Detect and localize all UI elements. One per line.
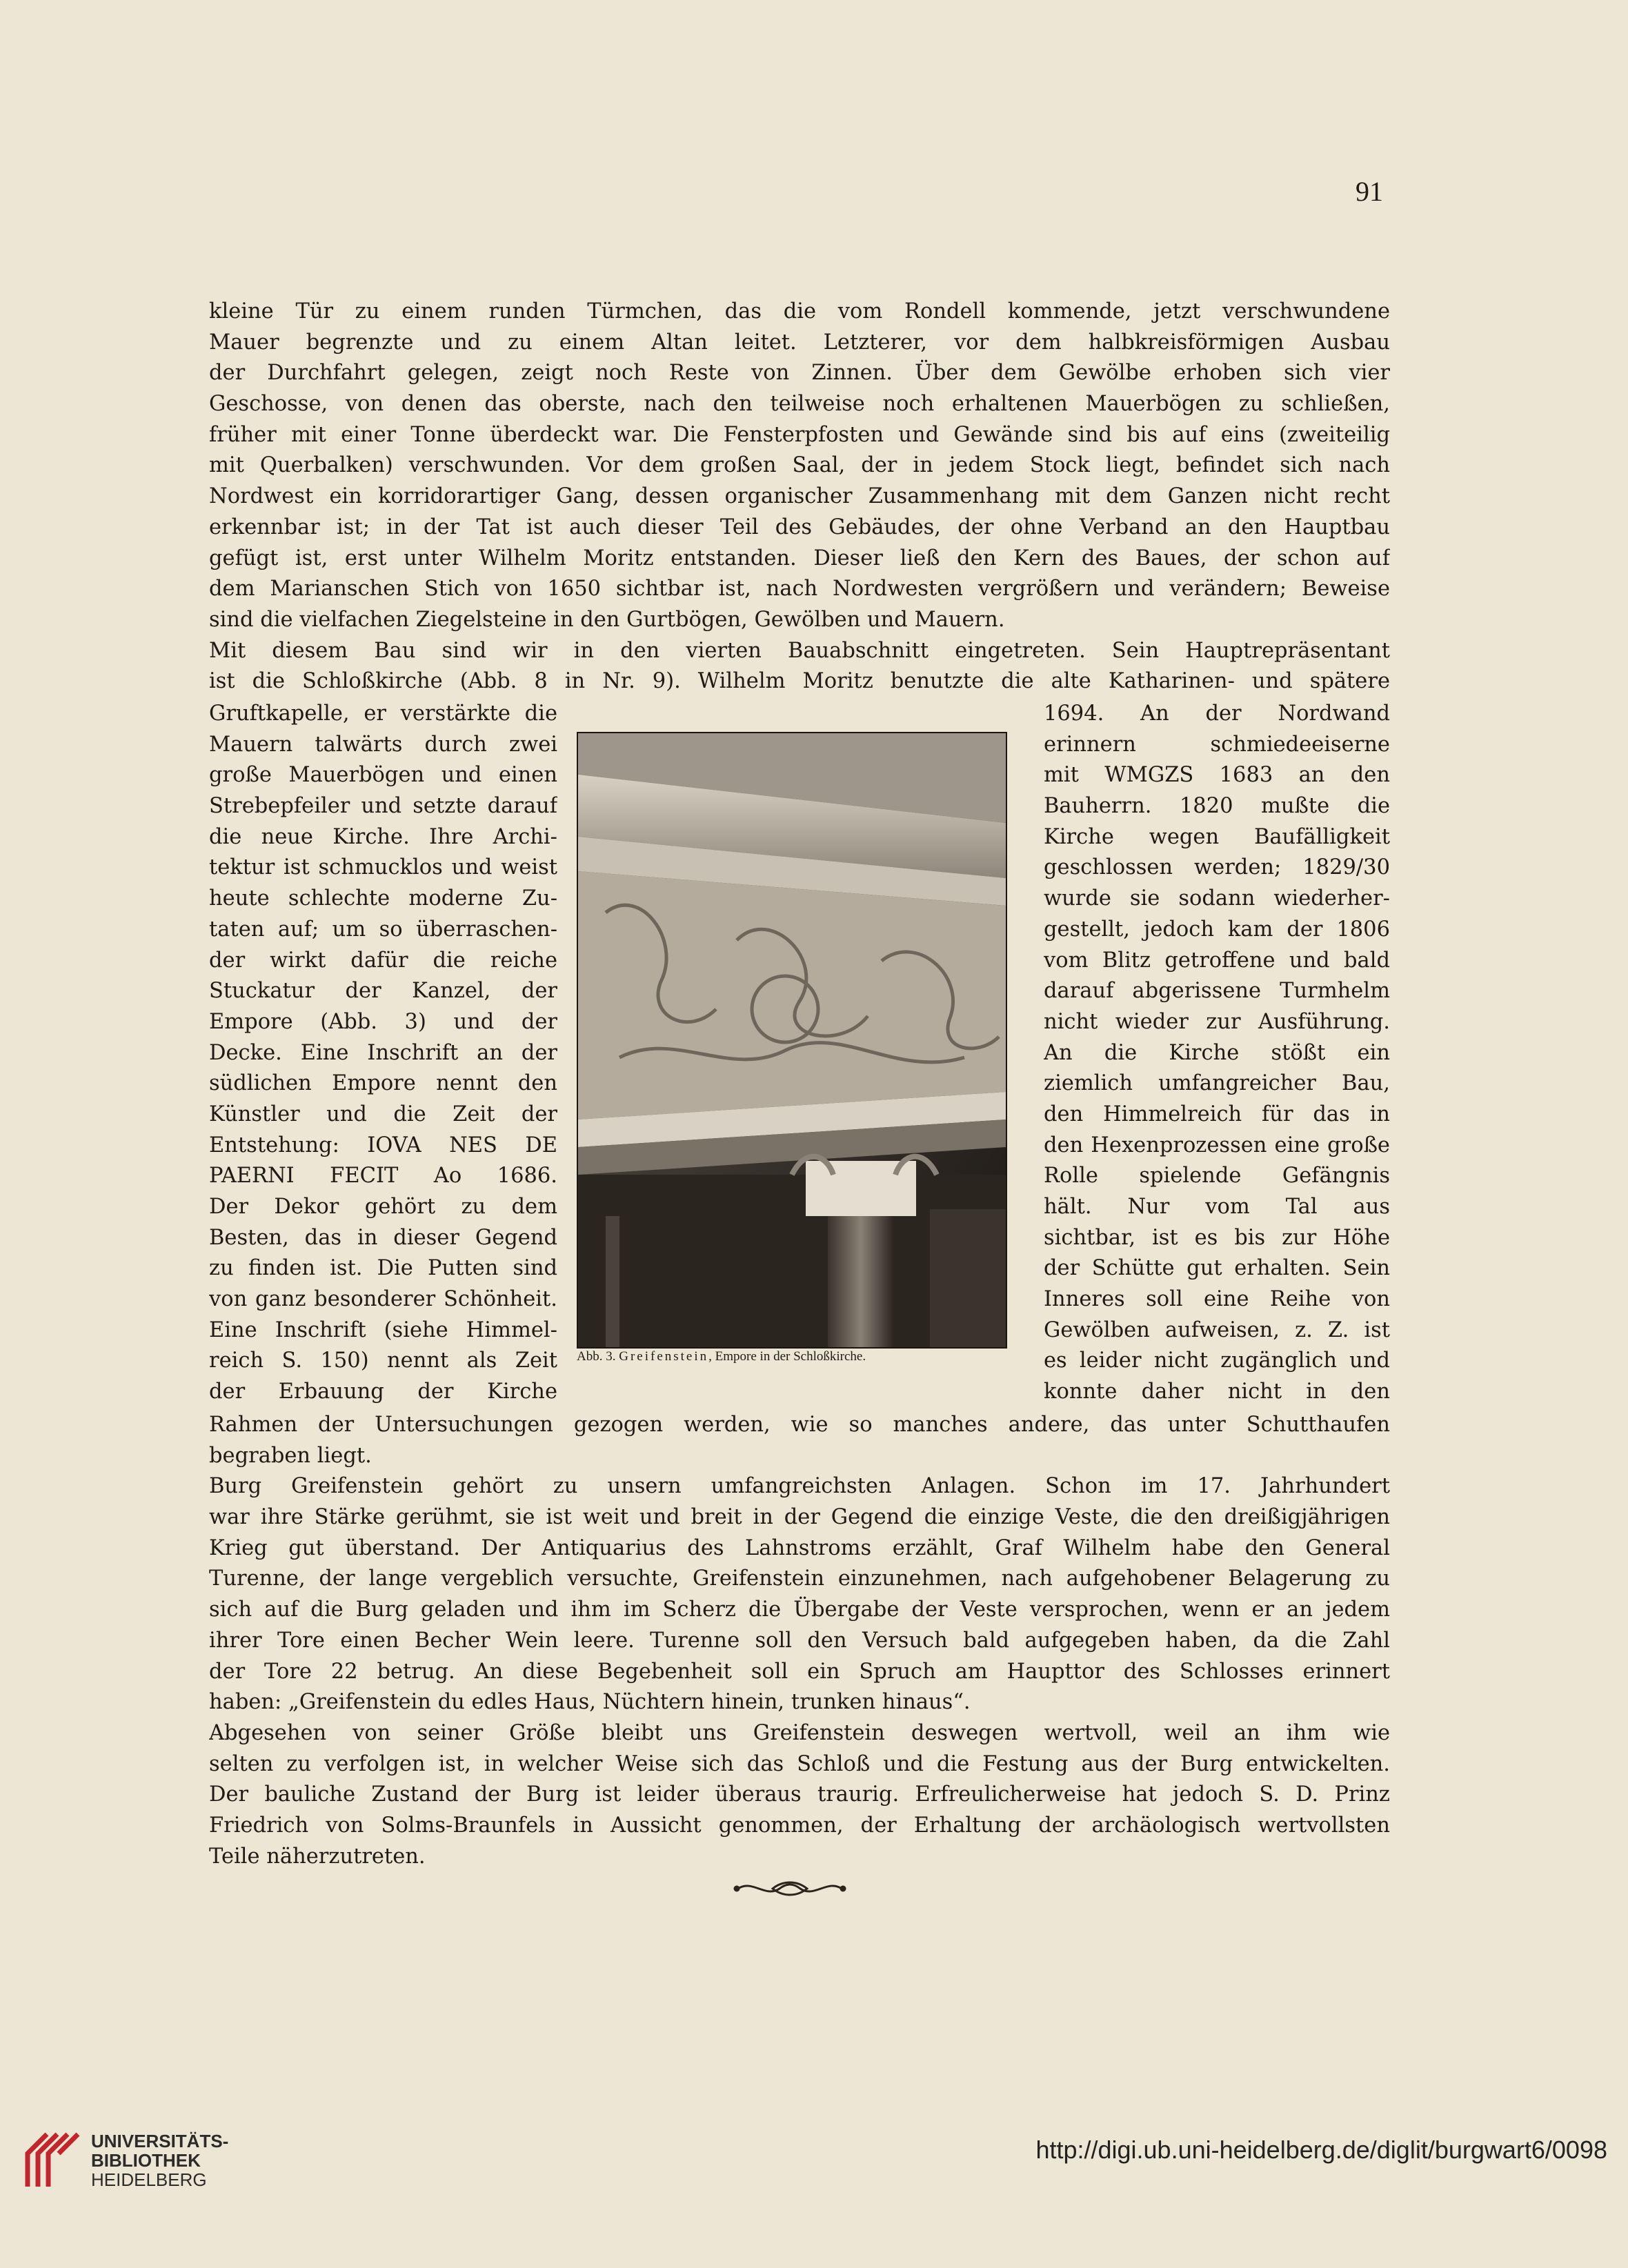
text-line: der Durchfahrt gelegen, zeigt noch Reste von Zinnen. Über dem Gewölbe erhoben sich vier (209, 361, 1390, 386)
text-line: sind die vielfachen Ziegelsteine in den Gurtbögen, Gewölben und Mauern. (209, 607, 1005, 632)
empore-illustration (578, 733, 1006, 1347)
text-line: haben: „Greifenstein du edles Haus, Nüchtern hinein, trunken hinaus“. (209, 1690, 971, 1715)
body-text-bottom (209, 1410, 1390, 1872)
text-line: wurde sie sodann wiederher- (1044, 886, 1390, 911)
text-line: Strebepfeiler und setzte darauf (209, 794, 557, 819)
text-line: dem Marianschen Stich von 1650 sichtbar ist, nach Nordwesten vergrößern und verändern; Beweise (209, 577, 1390, 601)
text-line: den Himmelreich für das in (1044, 1102, 1390, 1126)
text-line: Empore (Abb. 3) und der (209, 1009, 557, 1034)
text-line: konnte daher nicht in den (1044, 1380, 1390, 1404)
text-line: Inneres soll eine Reihe von (1044, 1287, 1390, 1312)
text-line: war ihre Stärke gerühmt, sie ist weit und breit in der Gegend die einzige Veste, die den dreißigjährigen (209, 1505, 1390, 1530)
text-line: Mauer begrenzte und zu einem Altan leitet. Letzterer, vor dem halbkreisförmigen Ausbau (209, 330, 1390, 355)
text-line: Der Dekor gehört zu dem (209, 1195, 557, 1219)
text-line: Bauherrn. 1820 mußte die (1044, 794, 1390, 819)
text-line: der Schütte gut erhalten. Sein (1044, 1256, 1390, 1281)
text-line: die neue Kirche. Ihre Archi- (209, 824, 557, 849)
institution-name (91, 2131, 228, 2189)
text-line: Kirche wegen Baufälligkeit (1044, 824, 1390, 849)
text-line: Künstler und die Zeit der (209, 1102, 557, 1126)
caption-prefix: Abb. 3. (577, 1349, 616, 1364)
text-line: selten zu verfolgen ist, in welcher Weise sich das Schloß und die Festung aus der Burg entwickelten. (209, 1751, 1390, 1776)
text-line: erinnern schmiedeeiserne (1044, 732, 1390, 757)
text-line: Teile näherzutreten. (209, 1844, 426, 1869)
text-line: sich auf die Burg geladen und ihm im Scherz die Übergabe der Veste versprochen, wenn er an jedem (209, 1598, 1390, 1622)
text-line: Stuckatur der Kanzel, der (209, 979, 557, 1004)
text-line: sichtbar, ist es bis zur Höhe (1044, 1225, 1390, 1250)
institution-line-2: BIBLIOTHEK (91, 2150, 201, 2171)
text-line: 1694. An der Nordwand (1044, 702, 1390, 726)
text-line: den Hexenprozessen eine große (1044, 1133, 1390, 1157)
text-line: zu finden ist. Die Putten sind (209, 1256, 557, 1281)
text-line: Abgesehen von seiner Größe bleibt uns Greifenstein deswegen wertvoll, weil an ihm wie (209, 1720, 1390, 1745)
text-line: PAERNI FECIT Ao 1686. (209, 1164, 557, 1188)
page-number: 91 (1356, 176, 1383, 207)
text-line: mit WMGZS 1683 an den (1044, 763, 1390, 788)
text-line: der Tore 22 betrug. An diese Begebenheit soll ein Spruch am Haupttor des Schlosses erinnert (209, 1659, 1390, 1684)
text-line: gestellt, jedoch kam der 1806 (1044, 917, 1390, 942)
text-line: Krieg gut überstand. Der Antiquarius des Lahnstroms erzählt, Graf Wilhelm habe den General (209, 1535, 1390, 1560)
text-line: Mit diesem Bau sind wir in den vierten Bauabschnitt eingetreten. Sein Hauptrepräsentant (209, 638, 1390, 663)
text-line: Eine Inschrift (siehe Himmel- (209, 1317, 557, 1342)
text-line: der Erbauung der Kirche (209, 1380, 557, 1404)
text-line: taten auf; um so überraschen- (209, 917, 557, 942)
text-line: mit Querbalken) verschwunden. Vor dem großen Saal, der in jedem Stock liegt, befindet sich nach (209, 453, 1390, 478)
text-line: gefügt ist, erst unter Wilhelm Moritz entstanden. Dieser ließ den Kern des Baues, der schon auf (209, 546, 1390, 570)
body-column-right (1044, 699, 1390, 1408)
text-line: Nordwest ein korridorartiger Gang, dessen organischer Zusammenhang mit dem Ganzen nicht recht (209, 484, 1390, 509)
text-line: Decke. Eine Inschrift an der (209, 1040, 557, 1065)
text-line: ist die Schloßkirche (Abb. 8 in Nr. 9). Wilhelm Moritz benutzte die alte Katharinen- und spätere (209, 669, 1390, 694)
figure-caption (577, 1349, 1032, 1364)
caption-name: Greifenstein (619, 1349, 709, 1364)
text-line: der wirkt dafür die reiche (209, 948, 557, 973)
text-line: Mauern talwärts durch zwei (209, 732, 557, 757)
text-line: darauf abgerissene Turmhelm (1044, 979, 1390, 1004)
text-line: reich S. 150) nennt als Zeit (209, 1349, 557, 1373)
text-line: begraben liegt. (209, 1443, 372, 1468)
closing-ornament (731, 1876, 848, 1901)
university-library-logo[interactable] (19, 2126, 88, 2195)
text-line: Rahmen der Untersuchungen gezogen werden, wie so manches andere, das unter Schutthaufen (209, 1413, 1390, 1437)
institution-line-3: HEIDELBERG (91, 2169, 207, 2190)
text-line: vom Blitz getroffene und bald (1044, 948, 1390, 973)
text-line: hält. Nur vom Tal aus (1044, 1195, 1390, 1219)
text-line: ziemlich umfangreicher Bau, (1044, 1071, 1390, 1096)
caption-rest: , Empore in der Schloßkirche. (708, 1349, 866, 1364)
text-line: Friedrich von Solms-Braunfels in Aussicht genommen, der Erhaltung der archäologisch wertvollsten (209, 1813, 1390, 1838)
text-line: nicht wieder zur Ausführung. (1044, 1009, 1390, 1034)
text-line: Gewölben aufweisen, z. Z. ist (1044, 1317, 1390, 1342)
text-line: Turenne, der lange vergeblich versuchte, Greifenstein einzunehmen, nach aufgehobener Belagerung zu (209, 1566, 1390, 1591)
text-line: Der bauliche Zustand der Burg ist leider überaus traurig. Erfreulicherweise hat jedoch S. D. Prinz (209, 1782, 1390, 1807)
text-line: kleine Tür zu einem runden Türmchen, das die vom Rondell kommende, jetzt verschwundene (209, 299, 1390, 324)
text-line: Burg Greifenstein gehört zu unsern umfangreichsten Anlagen. Schon im 17. Jahrhundert (209, 1474, 1390, 1499)
text-line: früher mit einer Tonne überdeckt war. Die Fensterpfosten und Gewände sind bis auf eins (zweiteilig (209, 422, 1390, 447)
text-line: große Mauerbögen und einen (209, 763, 557, 788)
text-line: erkennbar ist; in der Tat ist auch dieser Teil des Gebäudes, der ohne Verband an den Hauptbau (209, 515, 1390, 539)
source-url-link[interactable]: http://digi.ub.uni-heidelberg.de/diglit/burgwart6/0098 (1035, 2136, 1607, 2164)
body-column-left (209, 699, 557, 1408)
body-text-top (209, 297, 1390, 697)
text-line: geschlossen werden; 1829/30 (1044, 855, 1390, 880)
text-line: von ganz besonderer Schönheit. (209, 1287, 557, 1312)
text-line: tektur ist schmucklos und weist (209, 855, 557, 880)
text-line: Gruftkapelle, er verstärkte die (209, 702, 557, 726)
text-line: Geschosse, von denen das oberste, nach den teilweise noch erhaltenen Mauerbögen zu schließen, (209, 392, 1390, 417)
text-line: südlichen Empore nennt den (209, 1071, 557, 1096)
text-line: es leider nicht zugänglich und (1044, 1349, 1390, 1373)
text-line: An die Kirche stößt ein (1044, 1040, 1390, 1065)
text-line: Entstehung: IOVA NES DE (209, 1133, 557, 1157)
figure-empore-photo (577, 732, 1007, 1349)
text-line: ihrer Tore einen Becher Wein leere. Turenne soll den Versuch bald aufgegeben haben, da die Zahl (209, 1628, 1390, 1653)
text-line: Besten, das in dieser Gegend (209, 1225, 557, 1250)
text-line: heute schlechte moderne Zu- (209, 886, 557, 911)
text-line: Rolle spielende Gefängnis (1044, 1164, 1390, 1188)
institution-line-1: UNIVERSITÄTS- (91, 2131, 229, 2151)
